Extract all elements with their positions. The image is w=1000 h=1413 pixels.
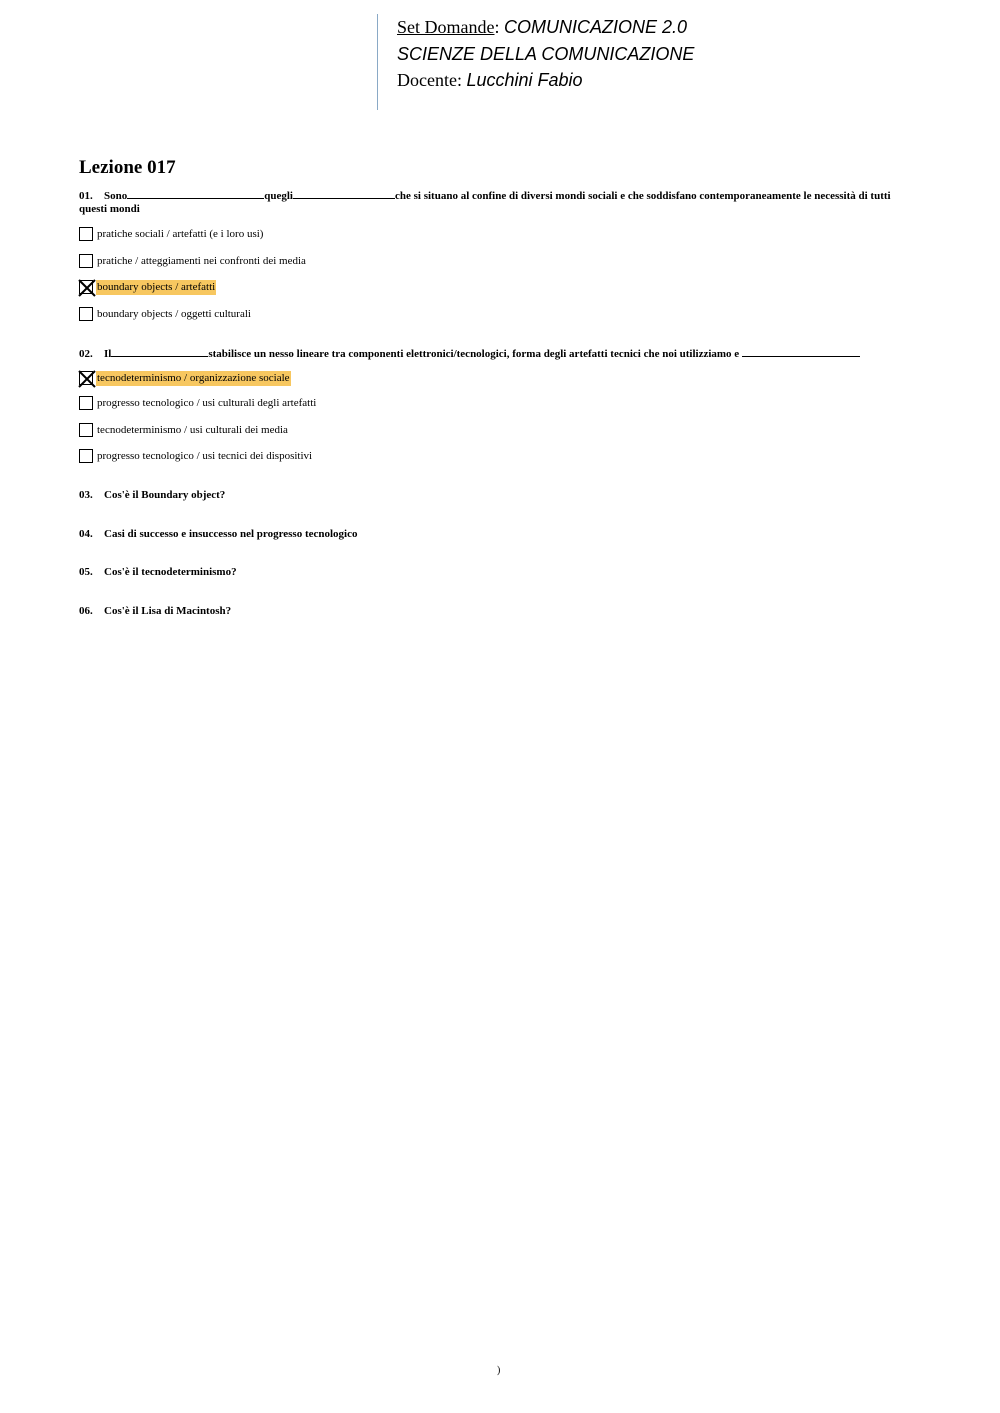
set-line xyxy=(397,14,777,41)
question-text: Cos'è il Lisa di Macintosh? xyxy=(104,605,232,617)
teacher-label: Docente: xyxy=(397,70,462,90)
checkbox-checked[interactable] xyxy=(79,280,93,294)
x-mark-icon xyxy=(78,279,96,297)
option-label-highlighted: tecnodeterminismo / organizzazione sociale xyxy=(97,371,290,384)
answer-option-correct[interactable] xyxy=(79,369,291,387)
x-mark-icon xyxy=(78,370,96,388)
checkbox-checked[interactable] xyxy=(79,371,93,385)
question-text-part: che si situano al confine di diversi mondi sociali e che soddisfano contemporaneamente le necessità di tutti questi mondi xyxy=(79,190,891,215)
option-label: progresso tecnologico / usi tecnici dei dispositivi xyxy=(97,449,313,462)
question-text-part: quegli xyxy=(264,190,293,202)
question-text: Cos'è il tecnodeterminismo? xyxy=(104,566,237,578)
question-06 xyxy=(79,605,919,618)
lesson-title: Lezione 017 xyxy=(79,157,176,178)
set-label: Set Domande xyxy=(397,17,495,37)
question-text-part: Sono xyxy=(104,190,128,202)
checkbox-unchecked[interactable] xyxy=(79,396,93,410)
answer-option[interactable] xyxy=(79,447,313,465)
checkbox-unchecked[interactable] xyxy=(79,254,93,268)
answer-option[interactable] xyxy=(79,394,317,412)
question-05 xyxy=(79,566,919,579)
question-number: 05. xyxy=(79,566,93,578)
page-marker: ) xyxy=(497,1365,501,1376)
answer-option[interactable] xyxy=(79,252,307,270)
question-text-part: stabilisce un nesso lineare tra componenti elettronici/tecnologici, forma degli artefatti tecnici che noi utilizziamo e xyxy=(208,348,740,360)
option-label: tecnodeterminismo / usi culturali dei media xyxy=(97,423,288,436)
answer-blank xyxy=(293,189,395,199)
checkbox-unchecked[interactable] xyxy=(79,227,93,241)
answer-option[interactable] xyxy=(79,225,264,243)
checkbox-unchecked[interactable] xyxy=(79,307,93,321)
answer-blank xyxy=(127,189,264,199)
question-03 xyxy=(79,489,919,502)
question-number: 06. xyxy=(79,605,93,617)
option-label: progresso tecnologico / usi culturali degli artefatti xyxy=(97,396,317,409)
option-label-highlighted: boundary objects / artefatti xyxy=(97,280,216,293)
answer-option-correct[interactable] xyxy=(79,278,216,296)
option-label: pratiche sociali / artefatti (e i loro usi) xyxy=(97,227,264,240)
teacher-name: Lucchini Fabio xyxy=(466,70,583,90)
question-number: 02. xyxy=(79,348,93,360)
question-number: 03. xyxy=(79,489,93,501)
answer-blank xyxy=(742,347,860,357)
set-separator: : xyxy=(494,17,500,37)
teacher-line xyxy=(397,67,777,94)
faculty-name: SCIENZE DELLA COMUNICAZIONE xyxy=(397,43,695,64)
question-number: 04. xyxy=(79,528,93,540)
checkbox-unchecked[interactable] xyxy=(79,423,93,437)
question-text-part: Il xyxy=(104,348,112,360)
question-number: 01. xyxy=(79,190,93,202)
answer-option[interactable] xyxy=(79,305,252,323)
question-02 xyxy=(79,347,919,361)
option-label: boundary objects / oggetti culturali xyxy=(97,307,251,320)
option-label: pratiche / atteggiamenti nei confronti dei media xyxy=(97,254,306,267)
question-04 xyxy=(79,528,919,541)
document-header xyxy=(377,14,777,110)
set-value: COMUNICAZIONE 2.0 xyxy=(504,17,688,37)
question-text: Casi di successo e insuccesso nel progresso tecnologico xyxy=(104,528,358,540)
question-01 xyxy=(79,189,919,216)
question-text: Cos'è il Boundary object? xyxy=(104,489,226,501)
answer-blank xyxy=(111,347,208,357)
answer-option[interactable] xyxy=(79,421,289,439)
checkbox-unchecked[interactable] xyxy=(79,449,93,463)
